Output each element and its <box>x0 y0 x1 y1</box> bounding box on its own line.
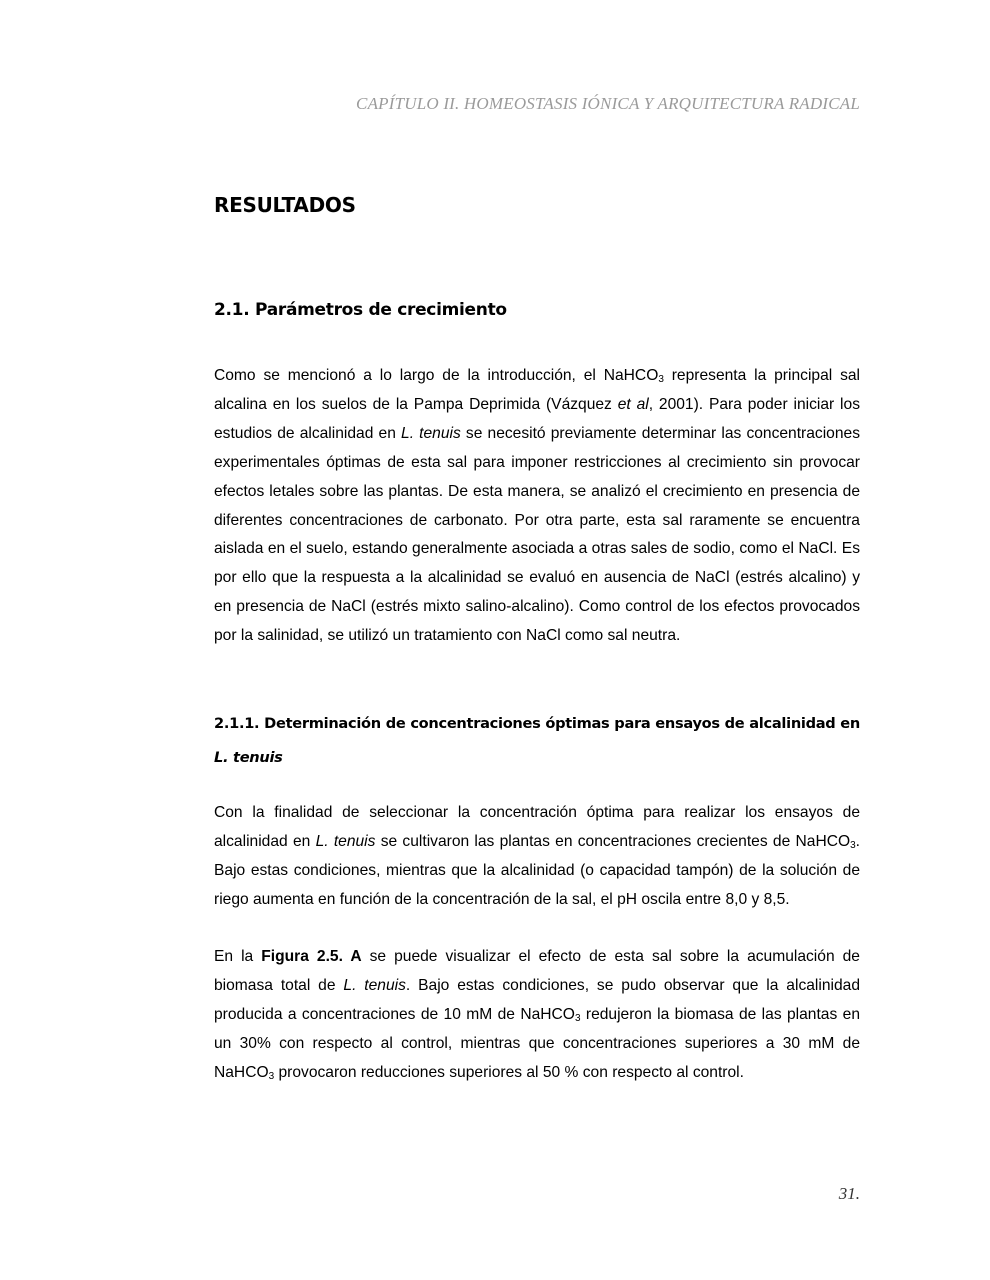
running-header: CAPÍTULO II. HOMEOSTASIS IÓNICA Y ARQUITECTURA RADICAL <box>356 94 860 113</box>
text-run: Con la finalidad de seleccionar la concentración óptima para realizar los ensayos de alcalinidad en <box>214 804 860 850</box>
subscript: 3 <box>658 374 664 385</box>
subsection-title: 2.1. Parámetros de crecimiento <box>214 300 507 320</box>
paragraph-figure-description <box>214 943 860 1088</box>
italic-text: et al <box>617 395 649 413</box>
text-run: representa la principal sal alcalina en los suelos de la Pampa Deprimida (Vázquez <box>214 367 860 413</box>
species-name: L. tenuis <box>343 976 406 994</box>
page-number: 31. <box>838 1184 860 1203</box>
text-run: se necesitó previamente determinar las concentraciones experimentales óptimas de esta sal para imponer restricciones al crecimiento sin provocar efectos letales sobre las plantas. De esta manera, se analizó el crecimiento en presencia de diferentes concentraciones de carbonato. Por otra parte, esta sal raramente se encuentra aislada en el suelo, estando generalmente asociada a otras sales de sodio, como el NaCl. Es por ello que la respuesta a la alcalinidad se evaluó en ausencia de NaCl (estrés alcalino) y en presencia de NaCl (estrés mixto salino-alcalino). Como control de los efectos provocados por la salinidad, se utilizó un tratamiento con NaCl como sal neutra. <box>214 424 860 645</box>
text-run: provocaron reducciones superiores al 50 % con respecto al control. <box>274 1063 744 1081</box>
text-run: se cultivaron las plantas en concentraciones crecientes de NaHCO <box>375 832 851 850</box>
subscript: 3 <box>850 839 856 851</box>
figure-reference: Figura 2.5. A <box>261 948 362 965</box>
species-name: L. tenuis <box>214 749 283 766</box>
text-run: Como se mencionó a lo largo de la introducción, el NaHCO <box>214 367 659 384</box>
text-run: En la <box>214 948 262 965</box>
paragraph-intro <box>214 362 860 651</box>
subscript: 3 <box>574 1012 581 1024</box>
text-run: . Bajo estas condiciones, mientras que la alcalinidad (o capacidad tampón) de la solución de riego aumenta en función de la concentración de la sal, el pH oscila entre 8,0 y 8,5. <box>214 832 860 908</box>
section-title: RESULTADOS <box>214 193 356 217</box>
text-run: , 2001). Para poder iniciar los estudios de alcalinidad en <box>214 395 860 442</box>
text-run: redujeron la biomasa de las plantas en un 30% con respecto al control, mientras que concentraciones superiores a 30 mM de NaHCO <box>214 1005 860 1081</box>
species-name: L. tenuis <box>401 424 461 442</box>
subscript: 3 <box>268 1070 275 1082</box>
species-name: L. tenuis <box>315 832 376 850</box>
text-run: se puede visualizar el efecto de esta sal sobre la acumulación de biomasa total de <box>214 948 860 994</box>
subsubsection-title <box>214 707 860 775</box>
paragraph-concentration <box>214 799 860 915</box>
text-run: . Bajo estas condiciones, se pudo observar que la alcalinidad producida a concentraciones de 10 mM de NaHCO <box>214 976 860 1023</box>
text-run: 2.1.1. Determinación de concentraciones óptimas para ensayos de alcalinidad en <box>214 715 860 732</box>
